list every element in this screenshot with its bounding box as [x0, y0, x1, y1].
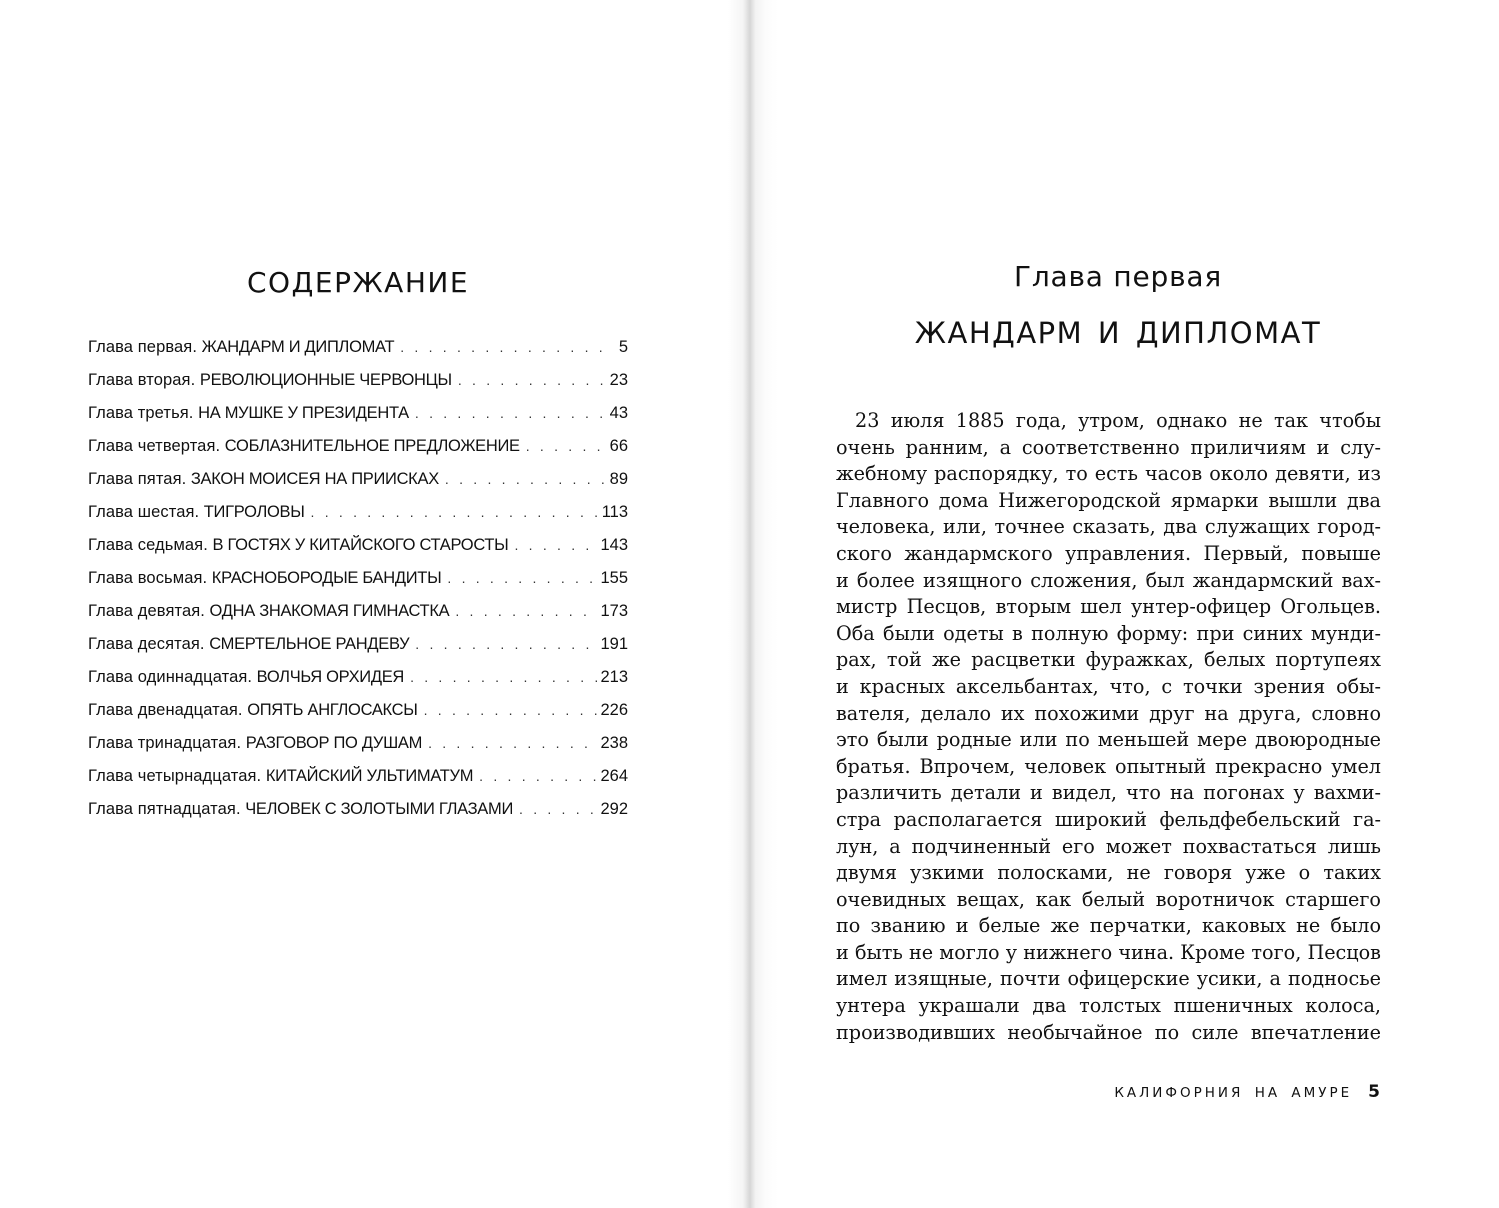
- body-text-line: ского жандармского управления. Первый, повыше: [836, 541, 1381, 565]
- body-text-line: двумя узкими полосками, не говоря уже о таких: [836, 861, 1381, 885]
- contents-dot-leader: [526, 430, 608, 463]
- chapter-page: [748, 0, 1499, 1208]
- contents-dot-leader: [428, 727, 598, 760]
- contents-entry-page: 113: [601, 503, 628, 521]
- contents-title: СОДЕРЖАНИЕ: [246, 266, 470, 299]
- contents-entry-title: РЕВОЛЮЦИОННЫЕ ЧЕРВОНЦЫ: [199, 371, 452, 389]
- contents-entry-chapter: Глава пятая.: [88, 470, 187, 488]
- contents-entry-title: ЖАНДАРМ И ДИПЛОМАТ: [201, 338, 395, 356]
- body-text-line: унтера украшали два толстых пшеничных колоса,: [836, 994, 1381, 1018]
- contents-entry-chapter: Глава четвертая.: [88, 437, 221, 455]
- body-text-line: человека, или, точнее сказать, два служащих город-: [836, 515, 1381, 539]
- contents-entry-chapter: Глава седьмая.: [88, 536, 208, 554]
- contents-entry: [88, 529, 628, 562]
- contents-entry-label: [88, 628, 409, 661]
- body-text-line: и красных аксельбантах, что, с точки зрения обы-: [836, 674, 1381, 698]
- contents-entry-chapter: Глава десятая.: [88, 635, 205, 653]
- contents-entry-title: КИТАЙСКИЙ УЛЬТИМАТУМ: [265, 767, 474, 785]
- contents-entry-label: [88, 496, 305, 529]
- contents-entry: [88, 430, 628, 463]
- contents-entry-label: [88, 595, 449, 628]
- contents-dot-leader: [479, 760, 598, 793]
- body-text-line: вателя, делало их похожими друг на друга, словно: [836, 701, 1381, 725]
- contents-entry-title: КРАСНОБОРОДЫЕ БАНДИТЫ: [211, 569, 442, 587]
- contents-entry-title: РАЗГОВОР ПО ДУШАМ: [245, 734, 423, 752]
- contents-entry-label: [88, 463, 439, 496]
- contents-entry: [88, 661, 628, 694]
- body-text-line: стра располагается широкий фельдфебельский га-: [836, 807, 1381, 831]
- contents-dot-leader: [514, 529, 598, 562]
- contents-entry: [88, 793, 628, 826]
- contents-entry-chapter: Глава первая.: [88, 338, 198, 356]
- contents-entry-page: 238: [600, 734, 628, 752]
- contents-entry-label: [88, 760, 473, 793]
- contents-entry-page: 292: [600, 800, 628, 818]
- contents-entry-label: [88, 727, 422, 760]
- contents-entry-label: [88, 397, 409, 430]
- contents-list: [88, 331, 628, 826]
- contents-entry: [88, 562, 628, 595]
- chapter-number: Глава первая: [1013, 260, 1223, 293]
- contents-entry-title: ЗАКОН МОИСЕЯ НА ПРИИСКАХ: [190, 470, 439, 488]
- contents-dot-leader: [458, 364, 608, 397]
- body-text-line: 23 июля 1885 года, утром, однако не так чтобы: [855, 409, 1381, 432]
- contents-entry-page: 143: [600, 536, 628, 554]
- body-text-line: и более изящного сложения, был жандармский вах-: [836, 568, 1381, 592]
- contents-entry: [88, 364, 628, 397]
- body-text-line: по званию и белые же перчатки, каковых не было: [836, 914, 1381, 938]
- contents-entry: [88, 463, 628, 496]
- body-text-line: Оба были одеты в полную форму: при синих мунди-: [836, 621, 1381, 645]
- body-text-line: братья. Впрочем, человек опытный прекрасно умел: [836, 754, 1381, 778]
- contents-entry-chapter: Глава пятнадцатая.: [88, 800, 241, 818]
- contents-entry-label: [88, 793, 513, 826]
- contents-entry-label: [88, 430, 520, 463]
- contents-entry: [88, 595, 628, 628]
- contents-entry-label: [88, 562, 441, 595]
- body-text-line: Главного дома Нижегородской ярмарки вышли два: [836, 488, 1381, 512]
- contents-entry-page: 5: [618, 338, 628, 356]
- body-text-line: лун, а подчиненный его может похвастаться лишь: [836, 834, 1381, 858]
- contents-entry-label: [88, 331, 394, 364]
- body-text-line: имел изящные, почти офицерские усики, а подносье: [836, 967, 1381, 991]
- body-text-line: жебному распорядку, то есть часов около девяти, из: [836, 462, 1381, 486]
- chapter-body-text: [836, 408, 1381, 1046]
- contents-entry-chapter: Глава тринадцатая.: [88, 734, 242, 752]
- contents-dot-leader: [424, 694, 599, 727]
- contents-entry-title: ВОЛЧЬЯ ОРХИДЕЯ: [256, 668, 405, 686]
- contents-entry: [88, 760, 628, 793]
- contents-entry-page: 213: [600, 668, 628, 686]
- contents-dot-leader: [455, 595, 598, 628]
- contents-entry-title: СОБЛАЗНИТЕЛЬНОЕ ПРЕДЛОЖЕНИЕ: [224, 437, 520, 455]
- contents-entry-page: 173: [600, 602, 628, 620]
- body-text-line: различить детали и видел, что на погонах у вахми-: [836, 781, 1381, 805]
- contents-entry-title: ОПЯТЬ АНГЛОСАКСЫ: [247, 701, 418, 719]
- running-footer-title: КАЛИФОРНИЯ НА АМУРЕ: [1114, 1085, 1353, 1101]
- contents-entry-label: [88, 661, 404, 694]
- body-text-line: это были родные или по меньшей мере двоюродные: [836, 728, 1381, 752]
- contents-entry: [88, 496, 628, 529]
- contents-entry-label: [88, 529, 508, 562]
- contents-entry-page: 226: [600, 701, 628, 719]
- body-text-line: очень ранним, а соответственно приличиям и слу-: [836, 435, 1381, 459]
- contents-entry: [88, 694, 628, 727]
- body-text-line: мистр Песцов, вторым шел унтер-офицер Огольцев.: [836, 595, 1381, 619]
- contents-entry-chapter: Глава девятая.: [88, 602, 205, 620]
- contents-entry-title: ЧЕЛОВЕК С ЗОЛОТЫМИ ГЛАЗАМИ: [245, 800, 514, 818]
- contents-entry-chapter: Глава одиннадцатая.: [88, 668, 253, 686]
- contents-dot-leader: [519, 793, 598, 826]
- contents-entry-chapter: Глава восьмая.: [88, 569, 208, 587]
- contents-entry-label: [88, 694, 418, 727]
- chapter-title: ЖАНДАРМ И ДИПЛОМАТ: [914, 316, 1322, 350]
- contents-entry-page: 89: [609, 470, 628, 488]
- contents-entry-chapter: Глава двенадцатая.: [88, 701, 243, 719]
- body-text-line: и быть не могло у нижнего чина. Кроме того, Песцов: [836, 940, 1381, 964]
- contents-entry: [88, 727, 628, 760]
- contents-entry-label: [88, 364, 452, 397]
- contents-entry: [88, 628, 628, 661]
- contents-entry-chapter: Глава вторая.: [88, 371, 196, 389]
- contents-dot-leader: [410, 661, 598, 694]
- contents-dot-leader: [311, 496, 600, 529]
- contents-entry-page: 43: [609, 404, 628, 422]
- contents-entry-page: 66: [609, 437, 628, 455]
- contents-entry-title: НА МУШКЕ У ПРЕЗИДЕНТА: [198, 404, 409, 422]
- contents-entry-chapter: Глава четырнадцатая.: [88, 767, 262, 785]
- contents-entry-title: СМЕРТЕЛЬНОЕ РАНДЕВУ: [209, 635, 410, 653]
- contents-entry: [88, 397, 628, 430]
- body-text-line: производивших необычайное по силе впечатление: [836, 1020, 1381, 1044]
- contents-entry-title: ОДНА ЗНАКОМАЯ ГИМНАСТКА: [209, 602, 450, 620]
- running-footer: [1078, 1082, 1380, 1102]
- contents-entry-title: ТИГРОЛОВЫ: [203, 503, 305, 521]
- contents-entry-page: 155: [600, 569, 628, 587]
- contents-dot-leader: [445, 463, 608, 496]
- contents-entry-page: 191: [600, 635, 628, 653]
- contents-entry-chapter: Глава шестая.: [88, 503, 200, 521]
- body-text-line: очевидных вещах, как белый воротничок старшего: [836, 887, 1381, 911]
- contents-dot-leader: [400, 331, 614, 364]
- contents-dot-leader: [415, 628, 598, 661]
- body-text-line: рах, той же расцветки фуражках, белых портупеях: [836, 648, 1381, 672]
- contents-entry-chapter: Глава третья.: [88, 404, 194, 422]
- contents-entry-title: В ГОСТЯХ У КИТАЙСКОГО СТАРОСТЫ: [212, 536, 509, 554]
- contents-entry-page: 264: [600, 767, 628, 785]
- contents-entry: [88, 331, 628, 364]
- page-number: 5: [1368, 1082, 1380, 1102]
- contents-dot-leader: [447, 562, 598, 595]
- contents-page: [0, 0, 748, 1208]
- contents-dot-leader: [415, 397, 608, 430]
- contents-entry-page: 23: [609, 371, 628, 389]
